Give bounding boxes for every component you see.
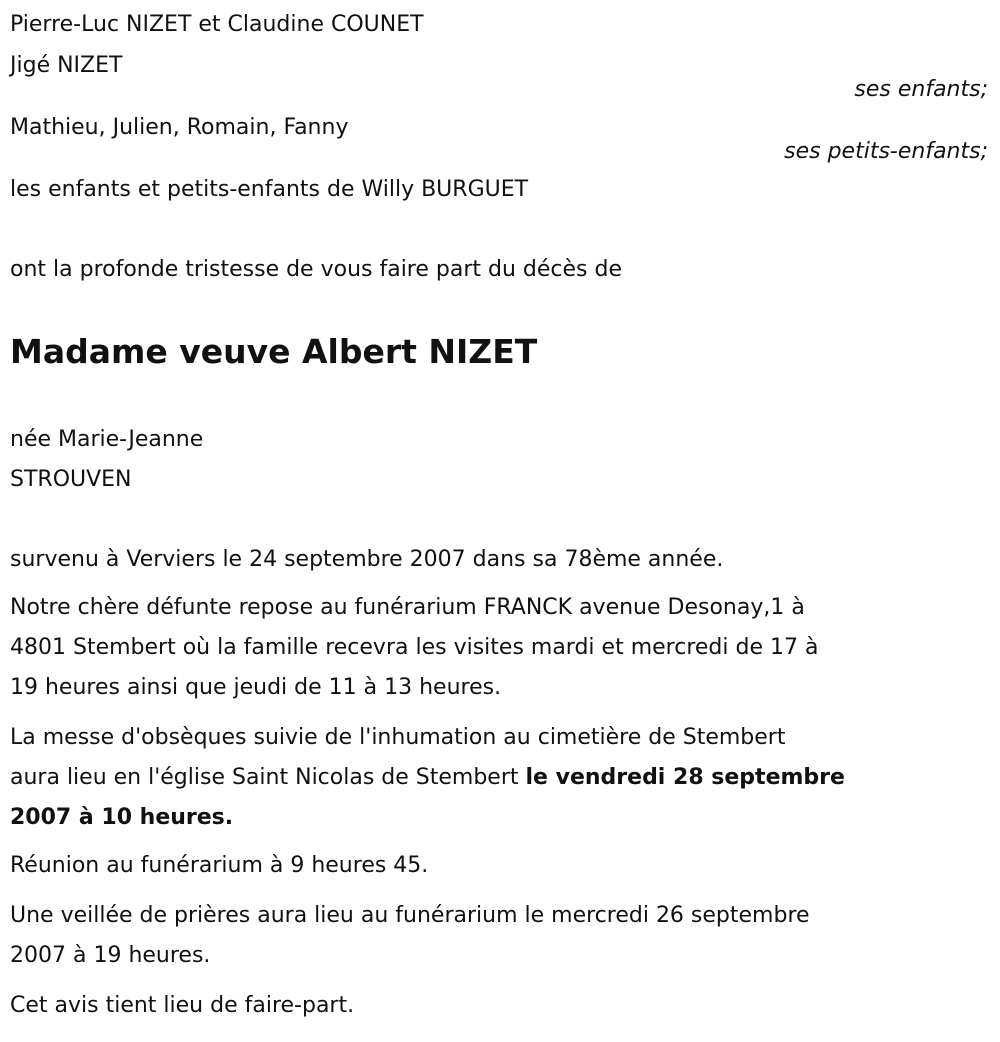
mass-line-2-text: aura lieu en l'église Saint Nicolas de Stembert xyxy=(10,765,526,790)
born-line-1: née Marie-Jeanne xyxy=(10,427,204,452)
children-line-1: Pierre-Luc NIZET et Claudine COUNET xyxy=(10,12,424,37)
closing-paragraph: Cet avis tient lieu de faire-part. xyxy=(10,993,355,1018)
children-line-2: Jigé NIZET xyxy=(10,53,123,78)
death-paragraph: survenu à Verviers le 24 septembre 2007 dans sa 78ème année. xyxy=(10,547,724,572)
vigil-line-2: 2007 à 19 heures. xyxy=(10,943,211,968)
others-line: les enfants et petits-enfants de Willy BURGUET xyxy=(10,177,529,202)
grandchildren-line: Mathieu, Julien, Romain, Fanny xyxy=(10,115,349,140)
mass-line-2 xyxy=(10,764,845,792)
mass-date-time: 2007 à 10 heures. xyxy=(10,805,234,830)
born-line-2: STROUVEN xyxy=(10,467,132,492)
mass-line-1: La messe d'obsèques suivie de l'inhumation au cimetière de Stembert xyxy=(10,725,786,750)
visit-line-3: 19 heures ainsi que jeudi de 11 à 13 heures. xyxy=(10,675,502,700)
mass-date: le vendredi 28 septembre xyxy=(525,765,845,790)
mass-line-3 xyxy=(10,804,233,832)
visit-line-1: Notre chère défunte repose au funérarium FRANCK avenue Desonay,1 à xyxy=(10,595,805,620)
visit-line-2: 4801 Stembert où la famille recevra les visites mardi et mercredi de 17 à xyxy=(10,635,819,660)
grandchildren-role: ses petits-enfants; xyxy=(784,139,988,164)
vigil-line-1: Une veillée de prières aura lieu au funérarium le mercredi 26 septembre xyxy=(10,903,810,928)
deceased-name: Madame veuve Albert NIZET xyxy=(10,332,538,371)
meeting-paragraph: Réunion au funérarium à 9 heures 45. xyxy=(10,853,429,878)
children-role: ses enfants; xyxy=(854,77,988,102)
intro-text: ont la profonde tristesse de vous faire part du décès de xyxy=(10,257,622,282)
